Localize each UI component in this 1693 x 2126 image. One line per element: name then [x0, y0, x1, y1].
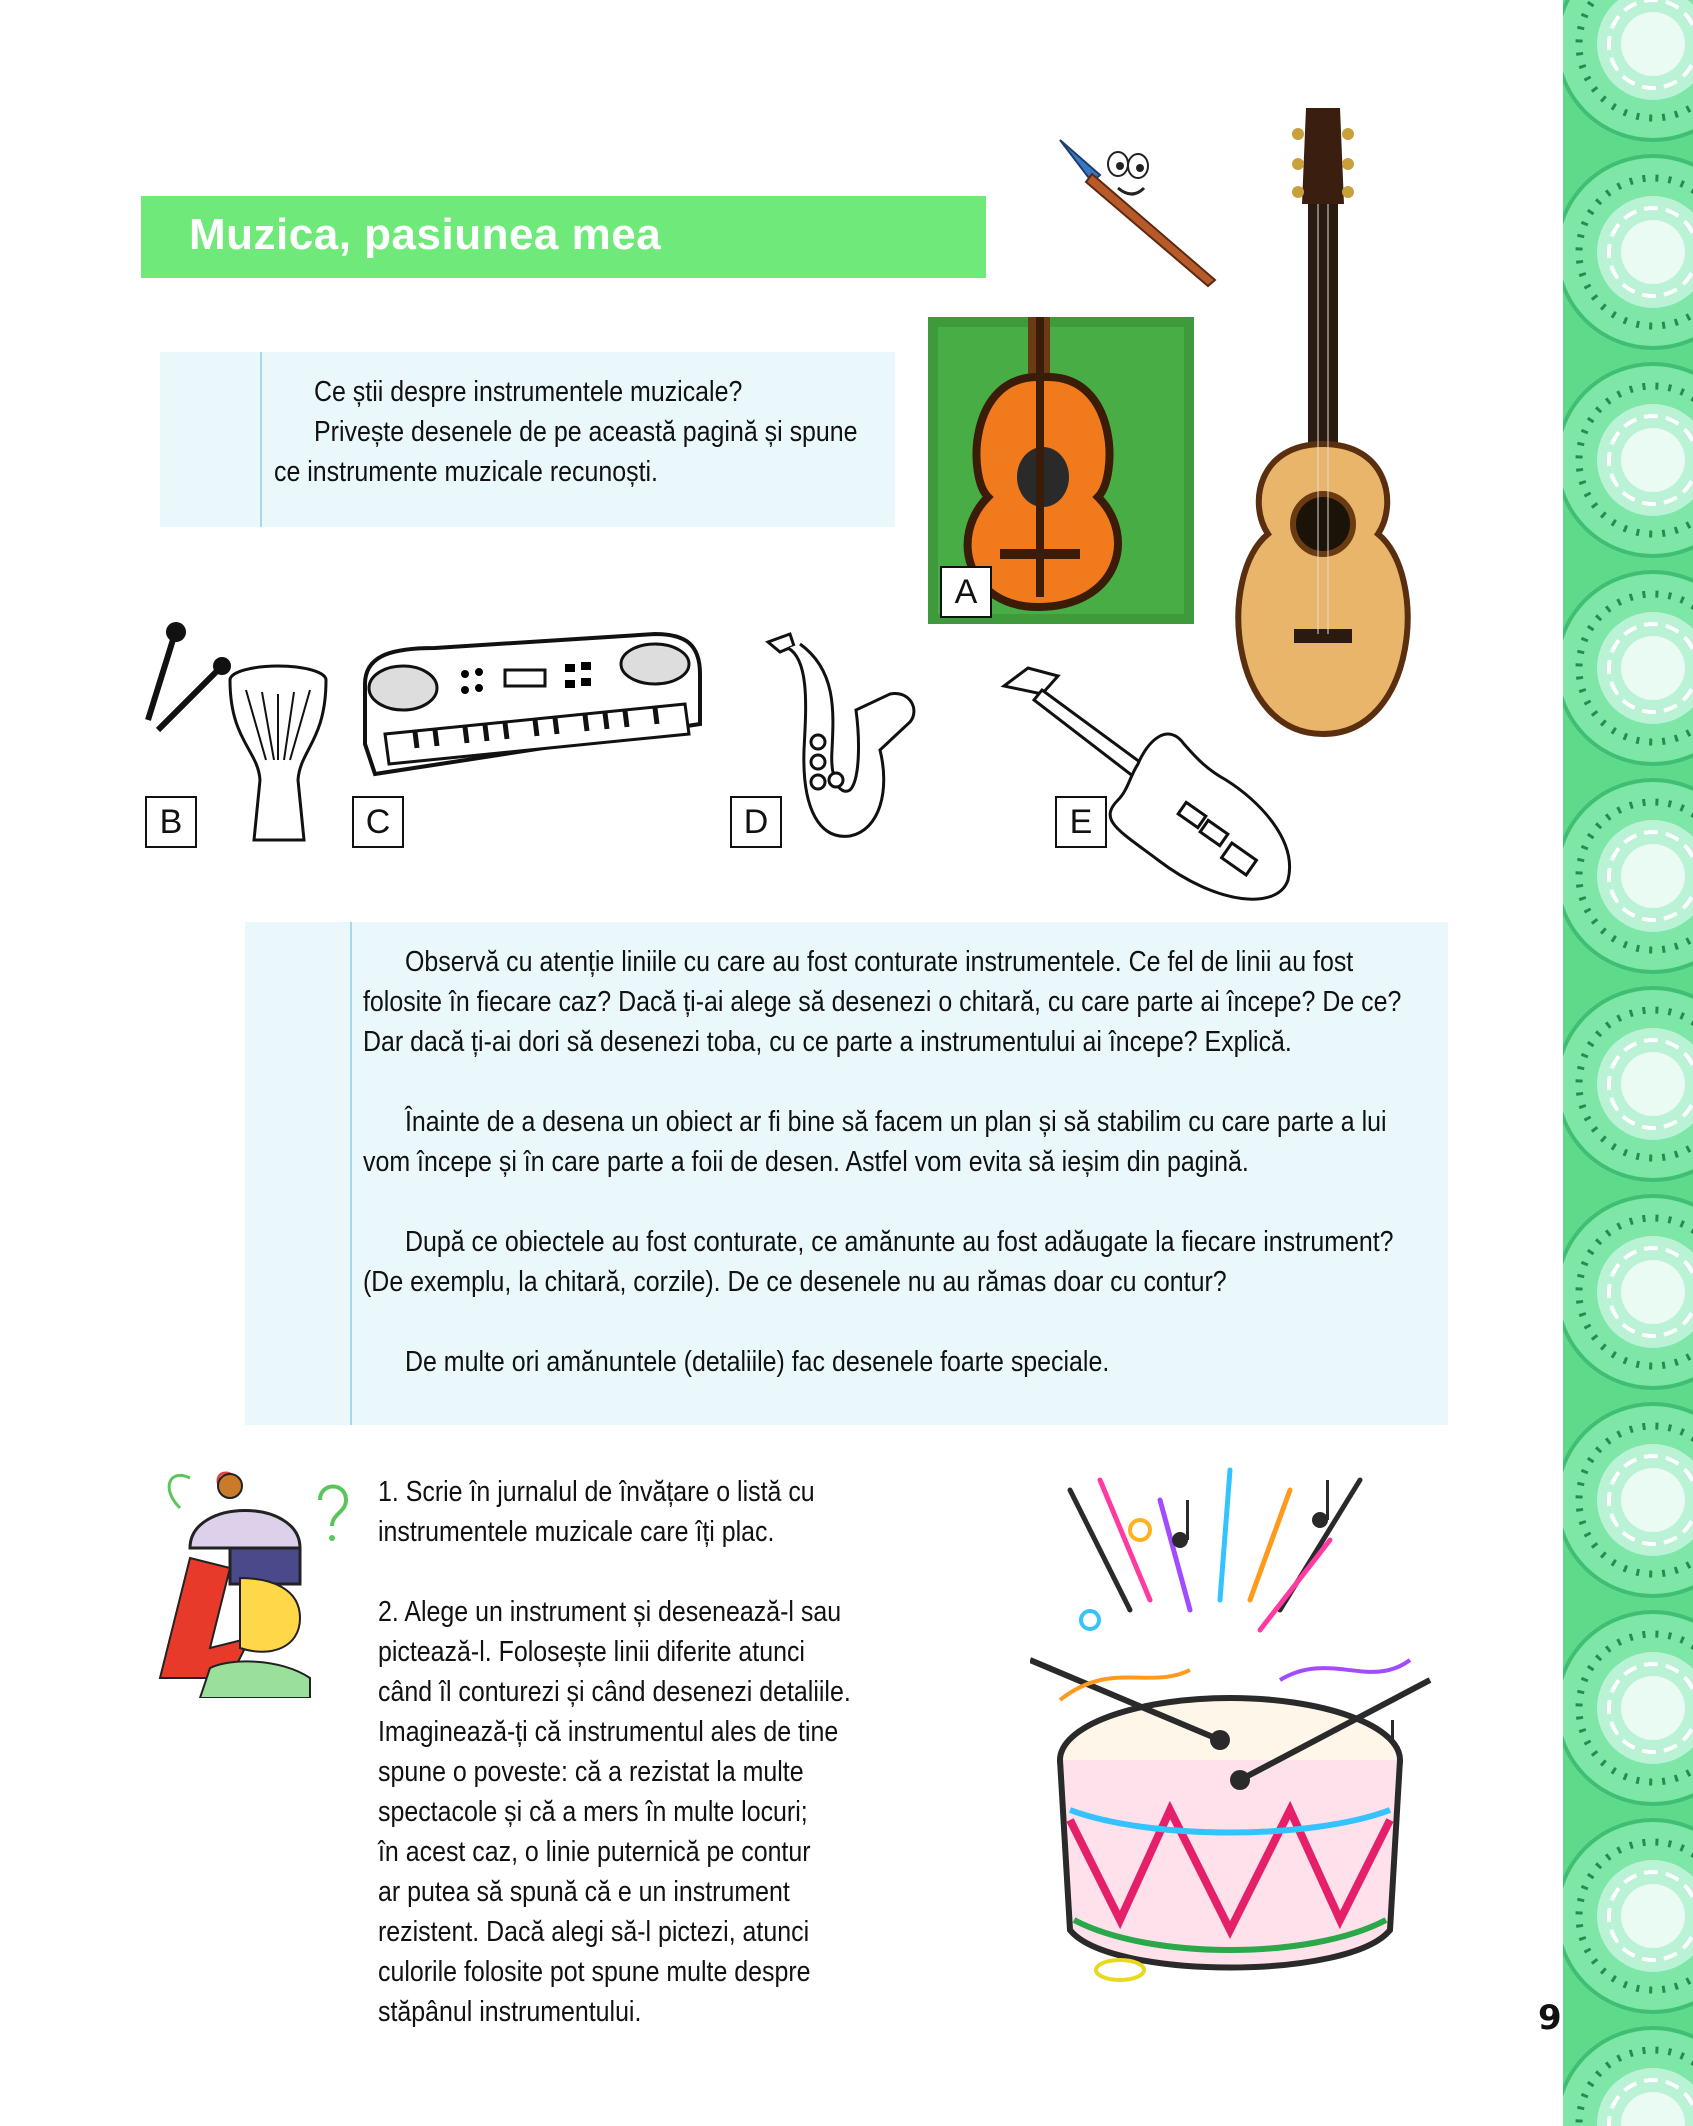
label-e: E: [1055, 796, 1107, 848]
keyboard-drawing: [355, 624, 705, 788]
decorative-side-strip: [1563, 0, 1693, 2126]
label-d: D: [730, 796, 782, 848]
task-2-line: Imaginează-ți că instrumentul ales de tine: [378, 1716, 839, 1748]
label-b: B: [145, 796, 197, 848]
title-banner: [141, 196, 986, 278]
task-2-line: spectacole și că a mers în multe locuri;: [378, 1796, 808, 1828]
electric-guitar-drawing: [998, 660, 1298, 910]
observe-line: De multe ori amănuntele (detaliile) fac desenele foarte speciale.: [405, 1346, 1110, 1378]
page-number: 9: [1538, 1998, 1562, 2038]
observe-line: vom începe și în care parte a foii de desen. Astfel vom evita să ieșim din pagină.: [363, 1146, 1249, 1178]
task-1-line: instrumentele muzicale care îți plac.: [378, 1516, 775, 1548]
circle-pattern: [1563, 0, 1693, 2126]
colorful-drum-image: [1030, 1460, 1440, 2000]
classical-guitar-image: [1218, 104, 1428, 744]
intro-line: Privește desenele de pe această pagină și spune: [314, 416, 858, 448]
intro-line: Ce știi despre instrumentele muzicale?: [314, 376, 743, 408]
thinking-character-icon: [150, 1468, 360, 1698]
label-c: C: [352, 796, 404, 848]
task-2-line: pictează-l. Folosește linii diferite atunci: [378, 1636, 805, 1668]
observe-line: folosite în fiecare caz? Dacă ți-ai alege să desenezi o chitară, cu care parte ai începe? De ce?: [363, 986, 1402, 1018]
observation-note: [245, 922, 1448, 1425]
observe-line: După ce obiectele au fost conturate, ce amănunte au fost adăugate la fiecare instrument?: [405, 1226, 1394, 1258]
observe-line: Observă cu atenție liniile cu care au fost conturate instrumentele. Ce fel de linii au fost: [405, 946, 1354, 978]
observe-line: Înainte de a desena un obiect ar fi bine să facem un plan și să stabilim cu care parte a lui: [405, 1106, 1387, 1138]
paintbrush-character-icon: [1040, 130, 1230, 290]
saxophone-drawing: [760, 630, 930, 850]
task-2-line: ar putea să spună că e un instrument: [378, 1876, 790, 1908]
task-2-line: 2. Alege un instrument și desenează-l sau: [378, 1596, 842, 1628]
task-2-line: stăpânul instrumentului.: [378, 1996, 642, 2028]
task-2-line: spune o poveste: că a rezistat la multe: [378, 1756, 804, 1788]
task-2-line: culorile folosite pot spune multe despre: [378, 1956, 811, 1988]
task-2-line: rezistent. Dacă alegi să-l pictezi, atunci: [378, 1916, 810, 1948]
task-2-line: în acest caz, o linie puternică pe contur: [378, 1836, 811, 1868]
intro-note: [160, 352, 895, 527]
task-2-line: când îl conturezi și când desenezi detaliile.: [378, 1676, 851, 1708]
label-a: A: [940, 566, 992, 618]
page-title: Muzica, pasiunea mea: [189, 210, 662, 259]
observe-line: Dar dacă ți-ai dori să desenezi toba, cu ce parte a instrumentului ai începe? Explică.: [363, 1026, 1292, 1058]
intro-line: ce instrumente muzicale recunoști.: [274, 456, 658, 488]
task-1-line: 1. Scrie în jurnalul de învățare o listă cu: [378, 1476, 815, 1508]
observe-line: (De exemplu, la chitară, corzile). De ce desenele nu au rămas doar cu contur?: [363, 1266, 1227, 1298]
